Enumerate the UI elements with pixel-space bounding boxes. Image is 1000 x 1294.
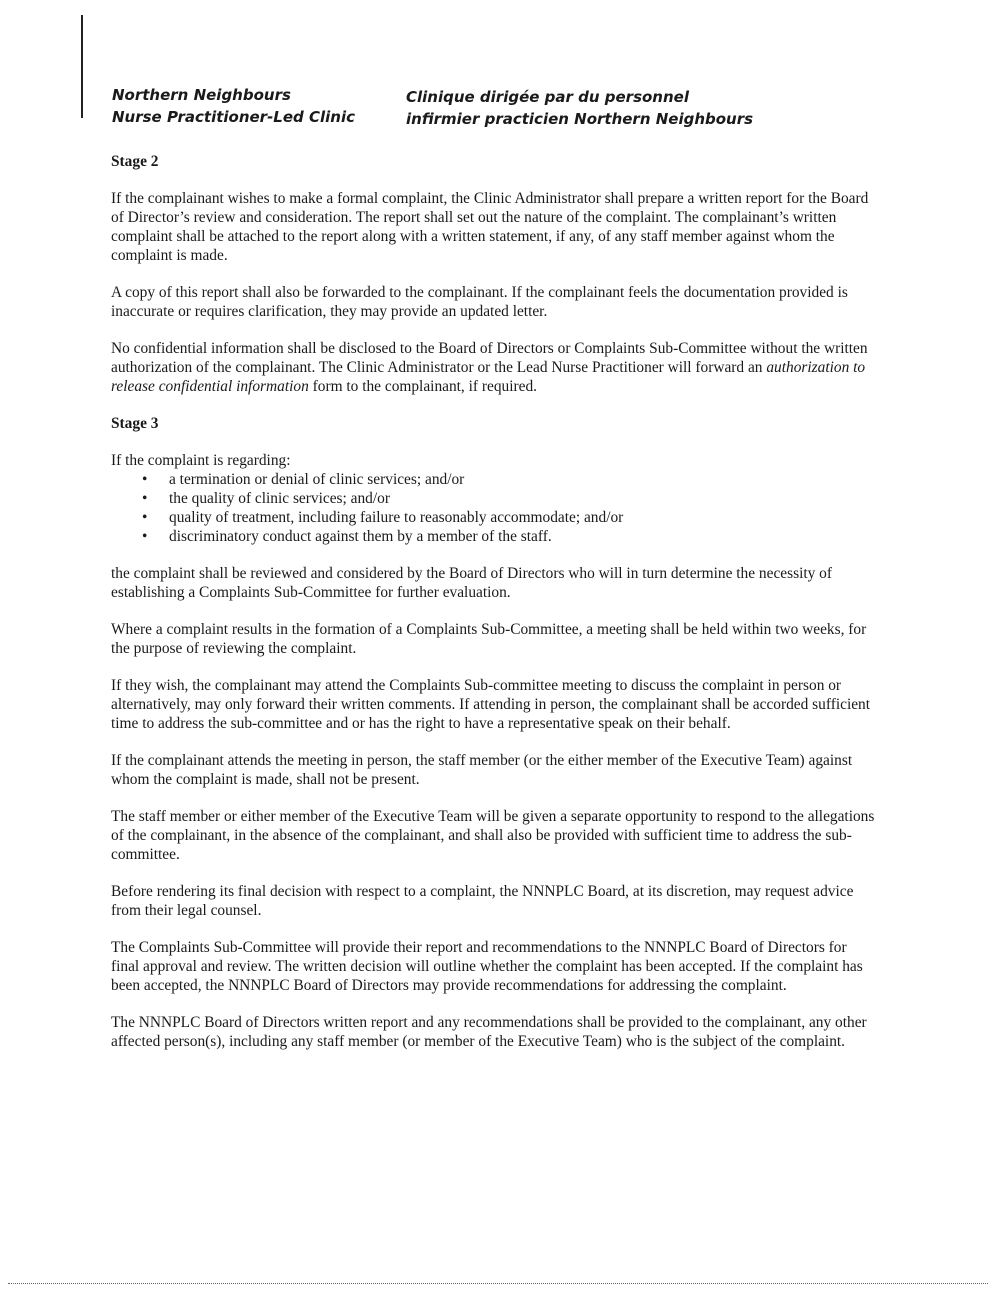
- stage-2-paragraph-2: A copy of this report shall also be forwarded to the complainant. If the complainant feels the documentation provided is inaccurate or requires clarification, they may provide an updated letter.: [111, 284, 848, 320]
- bullet-icon: •: [142, 490, 148, 507]
- header-english-line1: Northern Neighbours: [112, 86, 291, 104]
- list-item: [111, 470, 875, 489]
- header-french-line2: infirmier practicien Northern Neighbours: [406, 110, 754, 128]
- stage-3-paragraph-5: The staff member or either member of the Executive Team will be given a separate opportunity to respond to the allegations of the complainant, in the absence of the complainant, and shall also be provided with sufficient time to address the sub-committee.: [111, 808, 875, 863]
- stage-2-paragraph-3-form-name: authorization to release confidential information: [111, 359, 866, 395]
- header-english: [112, 84, 382, 128]
- stage-3-paragraph-8: The NNNPLC Board of Directors written report and any recommendations shall be provided to the complainant, any other affected person(s), including any staff member (or member of the Executive Team) who is the subject of the complaint.: [111, 1014, 867, 1050]
- stage-3-paragraph-1: the complaint shall be reviewed and considered by the Board of Directors who will in turn determine the necessity of establishing a Complaints Sub-Committee for further evaluation.: [111, 565, 833, 601]
- list-item-text: the quality of clinic services; and/or: [169, 490, 390, 507]
- bullet-icon: •: [142, 509, 148, 526]
- document-body: [111, 152, 875, 1051]
- header-french-line1: Clinique dirigée par du personnel: [406, 88, 689, 106]
- stage-2-paragraph-3-text-b: form to the complainant, if required.: [308, 378, 538, 395]
- list-item-text: discriminatory conduct against them by a member of the staff.: [169, 528, 552, 545]
- stage-2-paragraph-3-text-a: No confidential information shall be disclosed to the Board of Directors or Complaints Sub-Committee without the written authorization of the complainant. The Clinic Administrator or the Lead Nurse Practitioner will forward an: [111, 340, 868, 376]
- stage-2-paragraph-3: [111, 339, 875, 396]
- bullet-icon: •: [142, 528, 148, 545]
- bullet-icon: •: [142, 471, 148, 488]
- stage-3-intro: If the complaint is regarding:: [111, 452, 291, 469]
- list-item: [111, 527, 875, 546]
- stage-3-paragraph-2: Where a complaint results in the formation of a Complaints Sub-Committee, a meeting shall be held within two weeks, for the purpose of reviewing the complaint.: [111, 621, 867, 657]
- stage-3-paragraph-4: If the complainant attends the meeting in person, the staff member (or the either member of the Executive Team) against whom the complaint is made, shall not be present.: [111, 752, 853, 788]
- list-item: [111, 508, 875, 527]
- stage-3-paragraph-6: Before rendering its final decision with respect to a complaint, the NNNPLC Board, at its discretion, may request advice from their legal counsel.: [111, 883, 854, 919]
- stage-3-paragraph-7: The Complaints Sub-Committee will provide their report and recommendations to the NNNPLC Board of Directors for final approval and review. The written decision will outline whether the complaint has been accepted. If the complaint has been accepted, the NNNPLC Board of Directors may provide recommendations for addressing the complaint.: [111, 939, 863, 994]
- stage-3-bullet-list: [111, 470, 875, 546]
- header-french: [406, 86, 766, 130]
- header-english-line2: Nurse Practitioner-Led Clinic: [112, 108, 355, 126]
- margin-rule: [81, 15, 83, 118]
- list-item-text: quality of treatment, including failure to reasonably accommodate; and/or: [169, 509, 624, 526]
- stage-3-heading: Stage 3: [111, 415, 159, 432]
- stage-2-heading: Stage 2: [111, 153, 159, 170]
- stage-2-paragraph-1: If the complainant wishes to make a formal complaint, the Clinic Administrator shall prepare a written report for the Board of Director’s review and consideration. The report shall set out the nature of the complaint. The complainant’s written complaint shall be attached to the report along with a written statement, if any, of any staff member against whom the complaint is made.: [111, 190, 869, 264]
- list-item: [111, 489, 875, 508]
- stage-3-paragraph-3: If they wish, the complainant may attend the Complaints Sub-committee meeting to discuss the complaint in person or alternatively, may only forward their written comments. If attending in person, the complainant shall be accorded sufficient time to address the sub-committee and or has the right to have a representative speak on their behalf.: [111, 677, 871, 732]
- list-item-text: a termination or denial of clinic services; and/or: [169, 471, 465, 488]
- footer-rule: [8, 1283, 988, 1284]
